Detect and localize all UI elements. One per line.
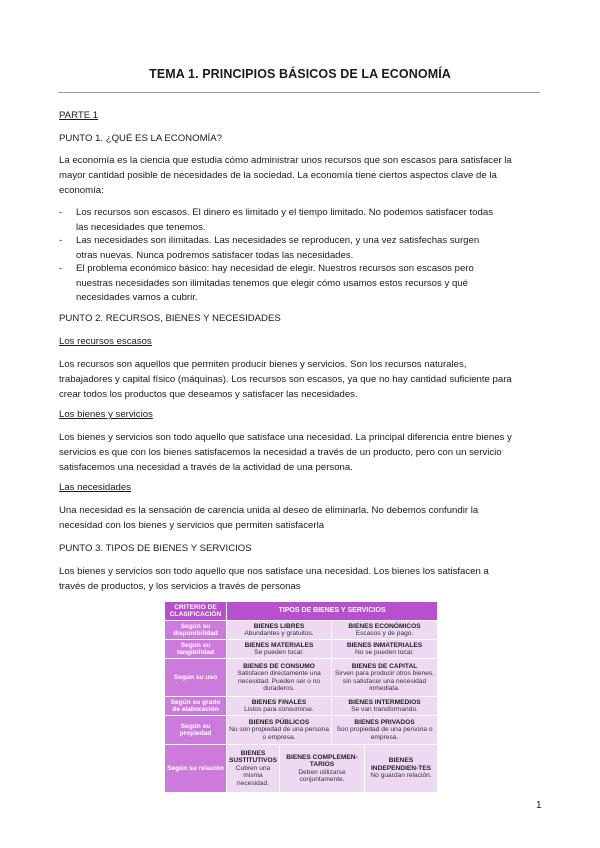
bienes-heading: Los bienes y servicios	[59, 409, 153, 420]
table-cell: BIENES PÚBLICOS No son propiedad de una persona o empresa.	[227, 716, 332, 745]
bullet-dash: -	[59, 263, 63, 274]
text-line: otras nuevas. Nunca podremos satisfacer todas las necesidades.	[76, 249, 354, 261]
table-cell: BIENES FINALES Listos para consumirse.	[227, 697, 332, 716]
text-line: crear todos los productos que deseamos y satisfacer las necesidades.	[59, 389, 358, 401]
table-row	[165, 716, 438, 745]
recursos-heading: Los recursos escasos	[59, 336, 152, 347]
table-cell: BIENES MATERIALES Se pueden tocar.	[227, 640, 332, 659]
text-line: mayor cantidad posible de necesidades de la sociedad. La economía tiene ciertos aspectos clave de la	[59, 170, 497, 182]
text-line: necesidades vamos a cubrir.	[76, 292, 198, 304]
table-cell: BIENES COMPLEMEN-TARIOS Deben utilizarse conjuntamente.	[280, 745, 365, 793]
bullet-item	[59, 262, 541, 306]
text-line: El problema económico básico: hay necesidad de elegir. Nuestros recursos son escasos pero	[76, 263, 474, 274]
punto1-intro	[59, 153, 541, 199]
text-line: servicios es que con los bienes satisfacemos la necesidad a través de un producto, pero con un servicio	[59, 447, 502, 459]
table-cell: BIENES SUSTITUTIVOS Cubren una misma necesidad.	[227, 745, 280, 793]
table-cell: BIENES DE CAPITAL Sirven para producir otros bienes, sin satisfacer una necesidad inmediata.	[332, 659, 438, 697]
bullet-item	[59, 206, 541, 235]
table-cell: BIENES INMATERIALES No se pueden tocar.	[332, 640, 438, 659]
table-row	[165, 621, 438, 640]
document-title: TEMA 1. PRINCIPIOS BÁSICOS DE LA ECONOMÍA	[149, 67, 451, 81]
punto2-heading: PUNTO 2. RECURSOS, BIENES Y NECESIDADES	[59, 313, 281, 324]
parte-heading: PARTE 1	[59, 110, 99, 121]
punto1-heading: PUNTO 1. ¿QUÉ ES LA ECONOMÍA?	[59, 133, 222, 144]
text-line: Los bienes y servicios son todo aquello que nos satisface una necesidad. Los bienes los satisfacen a	[59, 566, 489, 577]
text-line: Los recursos son aquellos que permiten producir bienes y servicios. Son los recursos naturales,	[59, 359, 467, 370]
text-line: economía:	[59, 185, 104, 197]
text-line: nuestras necesidades son ilimitadas tenemos que elegir cómo usamos estos recursos y qué	[76, 277, 468, 289]
table-cell: BIENES INTERMEDIOS Se van transformando.	[332, 697, 438, 716]
table-header-tipos: TIPOS DE BIENES Y SERVICIOS	[227, 602, 438, 621]
punto3-heading: PUNTO 3. TIPOS DE BIENES Y SERVICIOS	[59, 543, 252, 554]
table-row	[165, 640, 438, 659]
text-line: través de productos, y los servicios a través de personas	[59, 581, 301, 593]
bienes-paragraph	[59, 430, 541, 476]
text-line: Los recursos son escasos. El dinero es limitado y el tiempo limitado. No podemos satisfacer todas	[76, 207, 493, 218]
row-label: Según su uso	[165, 659, 227, 697]
table-cell: BIENES DE CONSUMO Satisfacen directamente una necesidad. Pueden ser o no duraderos.	[227, 659, 332, 697]
row-label: Según su disponibilidad	[165, 621, 227, 640]
text-line: Una necesidad es la sensación de carencia unida al deseo de eliminarla. No debemos confundir la	[59, 505, 479, 516]
page-number: 1	[536, 800, 542, 811]
table-header-criterio: CRITERIO DE CLASIFICACIÓN	[165, 602, 227, 621]
row-label: Según su tangibilidad	[165, 640, 227, 659]
table-row	[165, 745, 438, 793]
row-label: Según su grado de elaboración	[165, 697, 227, 716]
row-label: Según su relación	[165, 745, 227, 793]
table-row	[165, 697, 438, 716]
punto3-paragraph	[59, 564, 541, 594]
text-line: La economía es la ciencia que estudia cómo administrar unos recursos que son escasos para satisfacer la	[59, 155, 512, 166]
text-line: necesidad con los bienes y servicios que permiten satisfacerla	[59, 520, 325, 532]
title-divider	[58, 92, 540, 93]
table-row	[165, 659, 438, 697]
text-line: trabajadores y capital físico (máquinas). Los recursos son escasos, ya que no hay cantidad suficiente para	[59, 374, 512, 386]
bullet-item	[59, 234, 541, 263]
text-line: Los bienes y servicios son todo aquello que satisface una necesidad. La principal diferencia entre bienes y	[59, 432, 512, 443]
text-line: Las necesidades son ilimitadas. Las necesidades se reproducen, y una vez satisfechas surgen	[76, 235, 480, 246]
table-cell: BIENES LIBRES Abundantes y gratuitos.	[227, 621, 332, 640]
recursos-paragraph	[59, 357, 541, 403]
classification-table	[164, 601, 438, 793]
bullet-dash: -	[59, 207, 63, 218]
bullet-dash: -	[59, 235, 63, 246]
necesidades-paragraph	[59, 503, 541, 533]
table-cell: BIENES ECONÓMICOS Escasos y de pago.	[332, 621, 438, 640]
text-line: satisfacemos una necesidad a través de la actividad de una persona.	[59, 462, 353, 474]
text-line: las necesidades que tenemos.	[76, 221, 206, 233]
table-cell: BIENES INDEPENDIEN-TES No guardan relación.	[365, 745, 438, 793]
table-cell: BIENES PRIVADOS Son propiedad de una persona o empresa.	[332, 716, 438, 745]
necesidades-heading: Las necesidades	[59, 482, 132, 493]
row-label: Según su propiedad	[165, 716, 227, 745]
